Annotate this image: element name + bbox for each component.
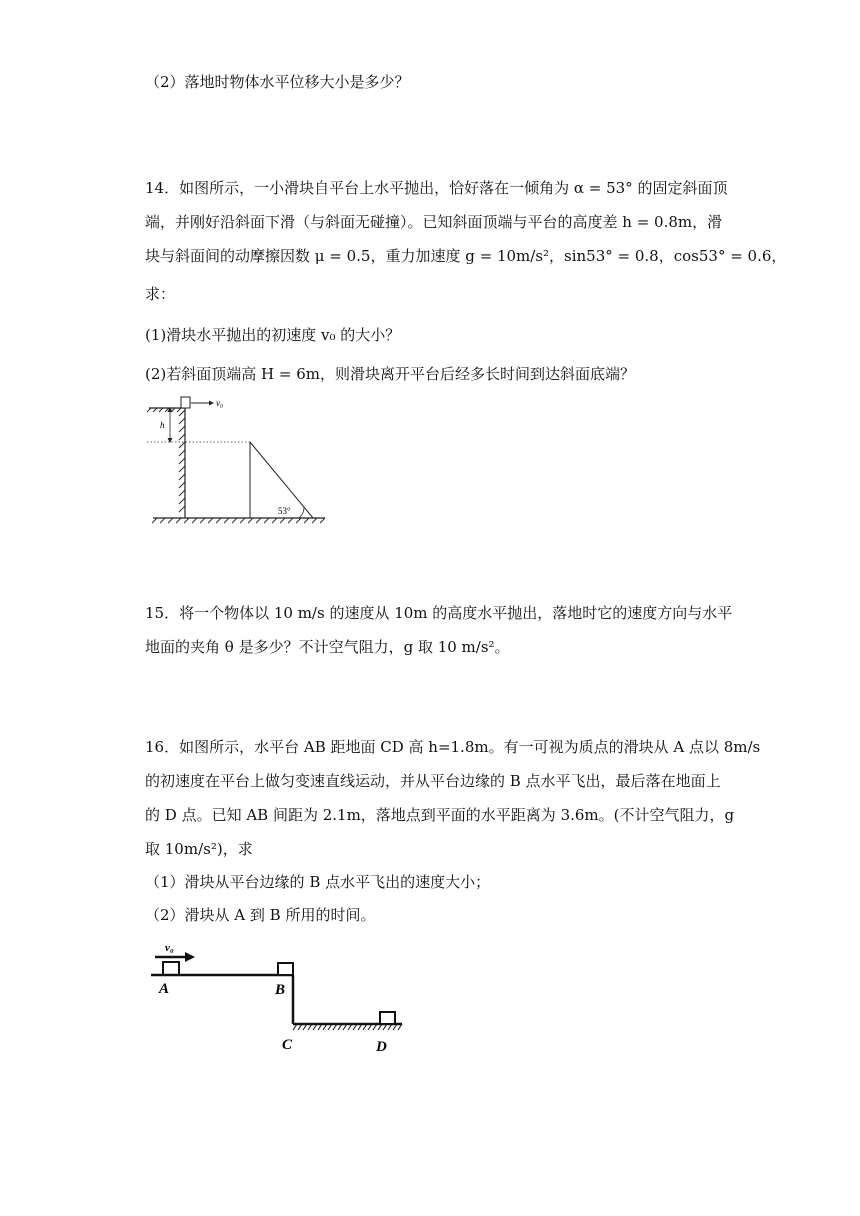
q14-part1: (1)滑块水平抛出的初速度 v₀ 的大小？ xyxy=(145,326,401,344)
q13-part2: （2）落地时物体水平位移大小是多少？ xyxy=(145,73,410,91)
q16-block-a xyxy=(163,962,179,975)
q16-label-a: A xyxy=(159,981,170,997)
q16-text-line2: 的初速度在平台上做匀变速直线运动，并从平台边缘的 B 点水平飞出，最后落在地面上 xyxy=(145,772,721,790)
q15-text-line1: 15．将一个物体以 10 m/s 的速度从 10m 的高度水平抛出，落地时它的速度方向与水平 xyxy=(145,604,733,622)
q14-text-line4: 求： xyxy=(145,285,176,303)
q14-figure xyxy=(145,390,345,530)
q14-text-line1: 14．如图所示，一小滑块自平台上水平抛出，恰好落在一倾角为 α = 53° 的固定斜面顶 xyxy=(145,179,728,197)
q14-text-line2: 端，并刚好沿斜面下滑（与斜面无碰撞）。已知斜面顶端与平台的高度差 h = 0.8m，滑 xyxy=(145,213,723,231)
q16-part1: （1）滑块从平台边缘的 B 点水平飞出的速度大小； xyxy=(145,873,491,891)
q14-part2: (2)若斜面顶端高 H = 6m，则滑块离开平台后经多长时间到达斜面底端？ xyxy=(145,365,635,383)
q14-label-v0: v₀ xyxy=(216,398,224,408)
q16-label-b: B xyxy=(275,982,286,998)
q16-label-c: C xyxy=(282,1037,293,1053)
q15-text-line2: 地面的夹角 θ 是多少？不计空气阻力，g 取 10 m/s²。 xyxy=(145,638,510,656)
q16-block-d xyxy=(380,1012,395,1024)
q16-block-b xyxy=(278,963,293,975)
q16-text-line3: 的 D 点。已知 AB 间距为 2.1m，落地点到平面的水平距离为 3.6m。(不计空气阻力，g xyxy=(145,806,735,824)
q16-part2: （2）滑块从 A 到 B 所用的时间。 xyxy=(145,906,376,924)
q16-label-v0: v₀ xyxy=(165,942,174,954)
q16-text-line4: 取 10m/s²)，求 xyxy=(145,840,253,858)
q14-text-line3: 块与斜面间的动摩擦因数 μ = 0.5，重力加速度 g = 10m/s²，sin53° = 0.8，cos53° = 0.6， xyxy=(145,247,787,265)
q16-text-line1: 16．如图所示，水平台 AB 距地面 CD 高 h=1.8m。有一可视为质点的滑块从 A 点以 8m/s xyxy=(145,738,761,756)
q14-label-h: h xyxy=(160,420,165,430)
q14-block xyxy=(181,397,190,408)
q16-figure xyxy=(145,935,425,1055)
q16-label-d: D xyxy=(376,1039,387,1055)
q14-label-angle: 53° xyxy=(278,506,291,516)
